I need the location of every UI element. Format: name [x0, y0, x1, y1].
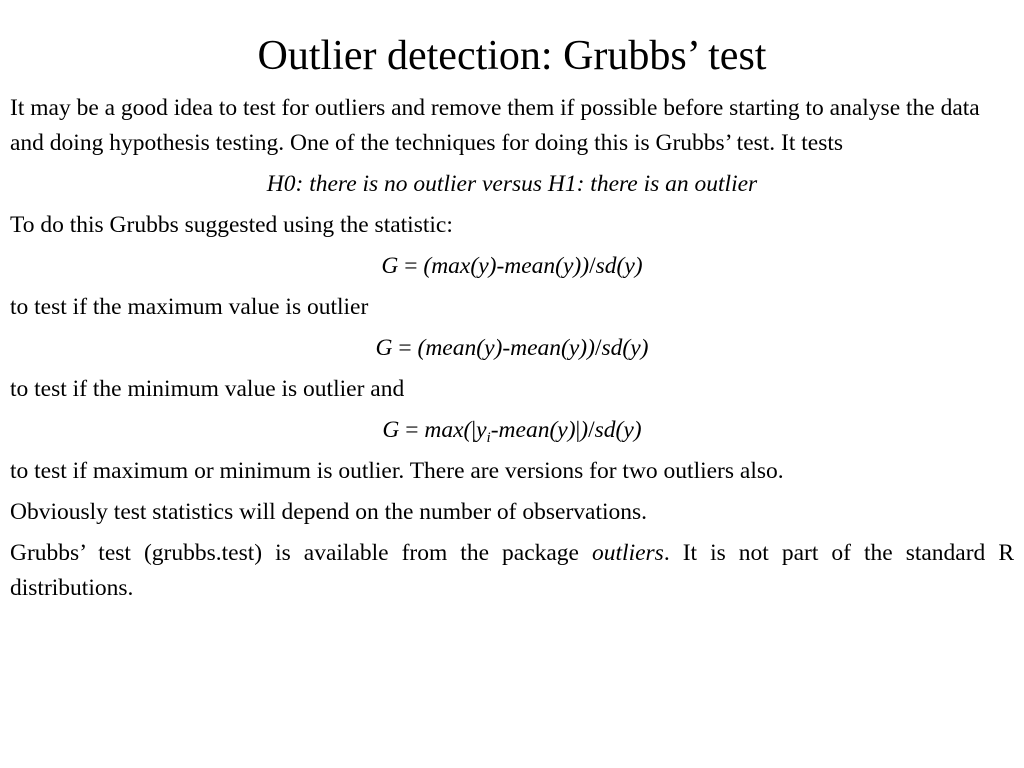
hypothesis-statement: H0: there is no outlier versus H1: there is an outlier	[266, 171, 758, 197]
grubbs-text-after: . It is not part of the standard R distributions.	[10, 540, 1014, 601]
formula-both-bar-left: |	[471, 417, 477, 443]
formula-both-bar-right: |	[575, 417, 581, 443]
formula-both-slash: /	[588, 417, 595, 443]
formula-max-sd: sd(y)	[595, 253, 643, 279]
formula-min-expr: (mean(y)-mean(y))	[417, 335, 595, 361]
formula-min-equals: =	[392, 335, 418, 361]
formula-min-slash: /	[594, 335, 602, 361]
formula-both-g: G	[382, 417, 400, 443]
formula-max	[10, 249, 1014, 284]
formula-both-equals: =	[399, 417, 425, 443]
note-min: to test if the minimum value is outlier and	[10, 376, 405, 402]
intro-paragraph: It may be a good idea to test for outliers and remove them if possible before starting to analyse the data and doing hypothesis testing. One of the techniques for doing this is Grubbs’ test. It tests	[10, 95, 980, 156]
formula-both-max: max(	[424, 417, 472, 443]
formula-max-equals: =	[398, 253, 424, 279]
formula-max-expr: (max(y)-mean(y))	[423, 253, 590, 279]
grubbs-availability	[10, 536, 1014, 606]
formula-min-g: G	[375, 335, 393, 361]
grubbs-text-before: Grubbs’ test (grubbs.test) is available from the package	[10, 540, 593, 566]
formula-min	[10, 331, 1014, 366]
slide-body	[10, 91, 1014, 612]
formula-both-mid: -mean(y)	[490, 417, 576, 443]
slide-title: Outlier detection: Grubbs’ test	[257, 33, 767, 79]
formula-max-g: G	[381, 253, 399, 279]
observations-note: Obviously test statistics will depend on the number of observations.	[10, 499, 648, 525]
formula-max-slash: /	[589, 253, 596, 279]
note-max: to test if the maximum value is outlier	[10, 294, 369, 320]
formula-both-sd: sd(y)	[594, 417, 642, 443]
formula-both	[10, 413, 1014, 448]
formula-min-sd: sd(y)	[601, 335, 649, 361]
formula-both-y: y	[476, 417, 487, 443]
note-both: to test if maximum or minimum is outlier. There are versions for two outliers also.	[10, 458, 784, 484]
package-name: outliers	[592, 540, 664, 566]
formula-both-close: )	[580, 417, 589, 443]
statistic-intro: To do this Grubbs suggested using the statistic:	[10, 212, 453, 238]
formula-both-subscript: i	[486, 430, 491, 446]
